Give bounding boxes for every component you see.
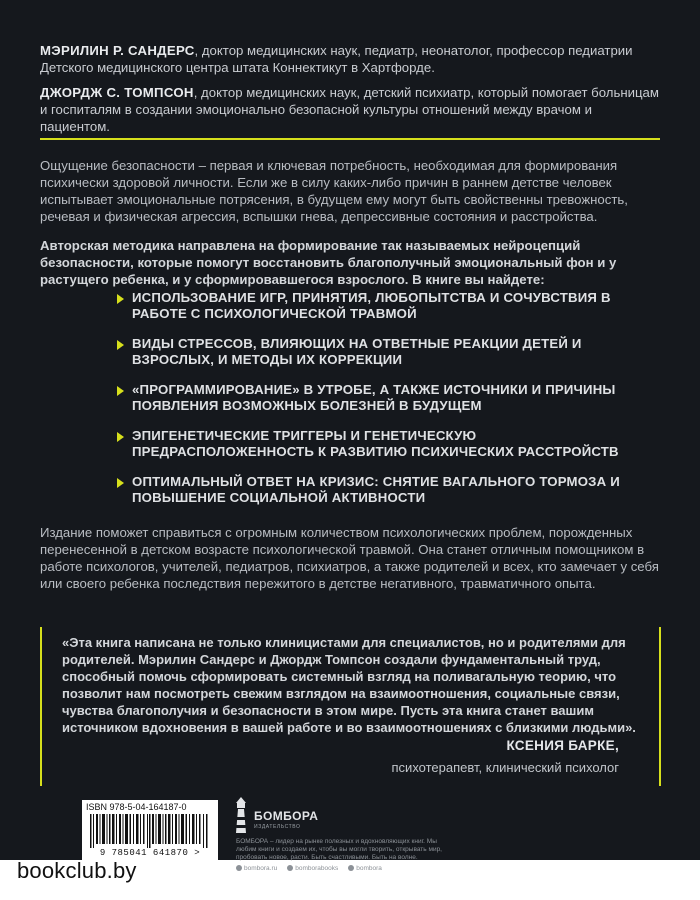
barcode-digits: 9 785041 641870 >: [99, 848, 201, 858]
list-item-text: ОПТИМАЛЬНЫЙ ОТВЕТ НА КРИЗИС: СНЯТИЕ ВАГАЛЬНОГО ТОРМОЗА И ПОВЫШЕНИЕ СОЦИАЛЬНОЙ АКТИВНОСТИ: [132, 474, 620, 505]
isbn-label: ISBN 978-5-04-164187-0: [86, 802, 187, 812]
triangle-bullet-icon: [117, 432, 124, 442]
quote-author-role: психотерапевт, клинический психолог: [391, 760, 619, 775]
author-name: МЭРИЛИН Р. САНДЕРС: [40, 43, 195, 58]
list-item-text: ИСПОЛЬЗОВАНИЕ ИГР, ПРИНЯТИЯ, ЛЮБОПЫТСТВА И СОЧУВСТВИЯ В РАБОТЕ С ПСИХОЛОГИЧЕСКОЙ ТРАВМОЙ: [132, 290, 611, 321]
lighthouse-icon: [232, 797, 250, 835]
publisher-blurb: БОМБОРА – лидер на рынке полезных и вдохновляющих книг. Мы любим книги и создаем их, чтобы вы могли творить, открывать мир, пробовать новое, расти. Быть счастливыми. Быть на волне. bombora.ru bomborabooks bombora: [236, 838, 456, 873]
intro-paragraph: Ощущение безопасности – первая и ключевая потребность, необходимая для формирования психически здоровой личности. Если же в силу каких-либо причин в раннем детстве человек испытывает эмоциональные потрясения, в будущем ему могут быть свойственны тревожность, речевая и физическая агрессия, вспышки гнева, депрессивные состояния и расстройства.: [40, 158, 628, 224]
lead-paragraph: Авторская методика направлена на формирование так называемых нейроцепций безопасности, которые помогут восстановить благополучный эмоциональный фон и у растущего ребенка, и у сформировавшегося взрослого. В книге вы найдете:: [40, 238, 617, 287]
quote-author: КСЕНИЯ БАРКЕ,: [506, 738, 619, 753]
social-link: bombora: [348, 865, 382, 873]
triangle-bullet-icon: [117, 478, 124, 488]
author-bio: [40, 42, 660, 76]
social-link: bomborabooks: [287, 865, 338, 873]
author-name: ДЖОРДЖ С. ТОМПСОН: [40, 85, 194, 100]
divider: [40, 138, 660, 140]
social-icon: [287, 865, 293, 871]
barcode-bars: [90, 814, 210, 848]
social-link: bombora.ru: [236, 865, 277, 873]
list-item-text: ВИДЫ СТРЕССОВ, ВЛИЯЮЩИХ НА ОТВЕТНЫЕ РЕАКЦИИ ДЕТЕЙ И ВЗРОСЛЫХ, И МЕТОДЫ ИХ КОРРЕКЦИИ: [132, 336, 582, 367]
author-bio: [40, 84, 660, 135]
triangle-bullet-icon: [117, 340, 124, 350]
list-item: [132, 336, 662, 368]
publisher-name: БОМБОРА: [254, 809, 319, 823]
list-item-text: ЭПИГЕНЕТИЧЕСКИЕ ТРИГГЕРЫ И ГЕНЕТИЧЕСКУЮ ПРЕДРАСПОЛОЖЕННОСТЬ К РАЗВИТИЮ ПСИХИЧЕСКИХ РАССТРОЙСТВ: [132, 428, 619, 459]
triangle-bullet-icon: [117, 294, 124, 304]
quote-bar-right: [659, 627, 661, 786]
watermark: bookclub.by: [17, 858, 137, 883]
publisher-subtitle: ИЗДАТЕЛЬСТВО: [254, 824, 301, 830]
list-item: [132, 290, 662, 322]
feature-list: [132, 290, 662, 520]
barcode: [82, 800, 218, 860]
quote-text: «Эта книга написана не только клиницистами для специалистов, но и родителями для родителей. Мэрилин Сандерс и Джордж Томпсон создали фундаментальный труд, способный помочь сформировать системный взгляд на поливагальную теорию, что позволит нам посмотреть свежим взглядом на взаимоотношения, социальные связи, чувства благополучия и безопасности в этом мире. Пусть эта книга станет вашим источником вдохновения в вашей работе и во взаимоотношениях с близкими людьми».: [62, 635, 636, 735]
author-desc: , доктор медицинских наук, детский психиатр, который помогает больницам и госпиталям в создании эмоционально безопасной культуры отношений между врачом и пациентом.: [40, 85, 659, 134]
social-icon: [236, 865, 242, 871]
social-icon: [348, 865, 354, 871]
triangle-bullet-icon: [117, 386, 124, 396]
list-item: [132, 474, 662, 506]
publisher-logo: [232, 797, 332, 837]
list-item: [132, 428, 662, 460]
closing-paragraph: Издание поможет справиться с огромным количеством психологических проблем, порожденных перенесенной в детском возрасте психологической травмой. Она станет отличным помощником в работе психологов, учителей, педиатров, психиатров, а также родителей и всех, кто замечает у себя или своего ребенка последствия пережитого в детстве негативного, травматичного опыта.: [40, 525, 659, 591]
list-item: [132, 382, 662, 414]
author-bios: [40, 42, 660, 143]
publisher-socials: [236, 865, 456, 873]
testimonial-quote: [40, 627, 661, 786]
author-desc: , доктор медицинских наук, педиатр, неонатолог, профессор педиатрии Детского медицинского центра штата Коннектикут в Хартфорде.: [40, 43, 633, 75]
list-item-text: «ПРОГРАММИРОВАНИЕ» В УТРОБЕ, А ТАКЖЕ ИСТОЧНИКИ И ПРИЧИНЫ ПОЯВЛЕНИЯ ВОЗМОЖНЫХ БОЛЕЗНЕЙ В БУДУЩЕМ: [132, 382, 616, 413]
quote-bar-left: [40, 627, 42, 786]
